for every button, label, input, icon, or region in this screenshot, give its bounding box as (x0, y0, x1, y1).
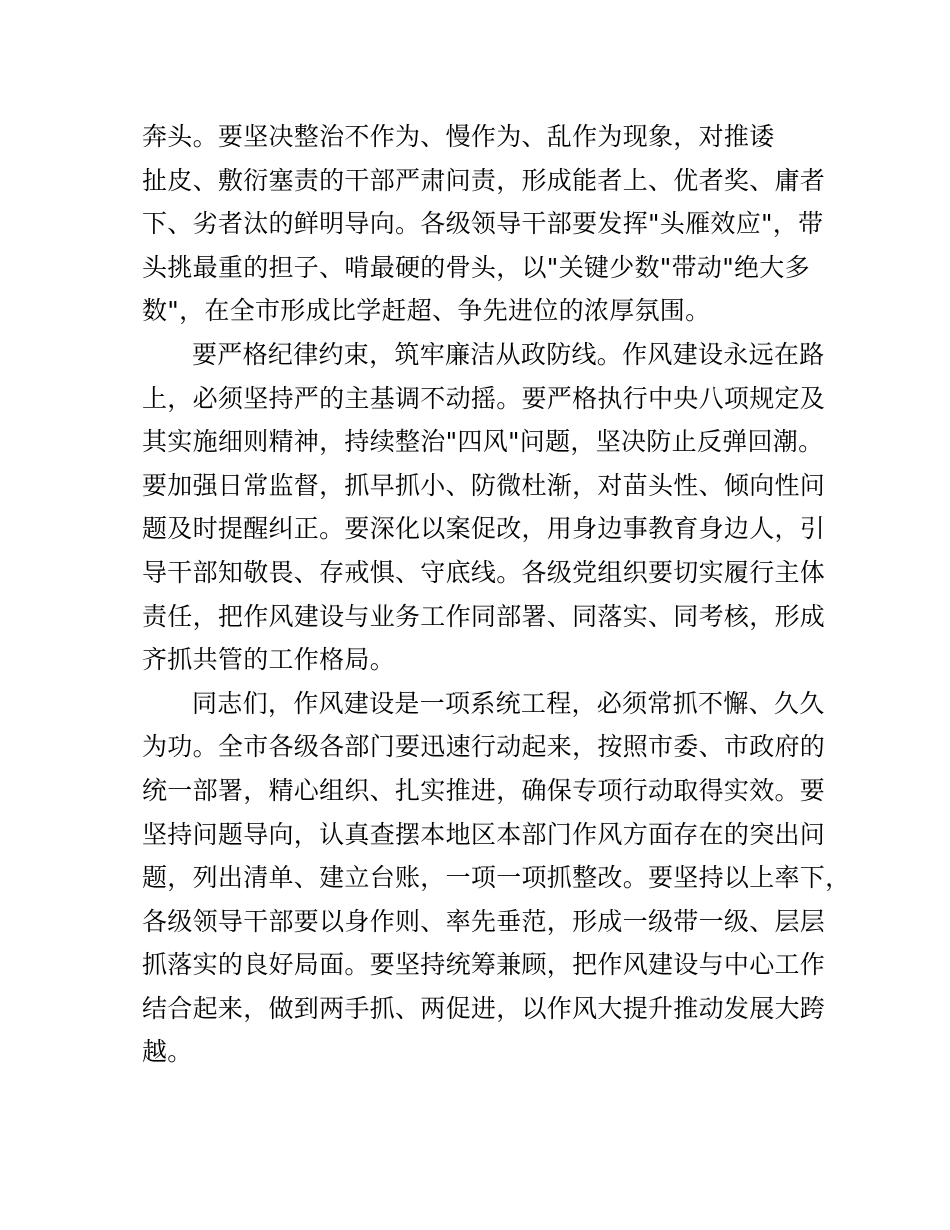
text-line: 下、劣者汰的鲜明导向。各级领导干部要发挥"头雁效应"，带 (142, 209, 824, 239)
text-line: 数"，在全市形成比学赶超、争先进位的浓厚氛围。 (142, 296, 711, 326)
text-line: 结合起来，做到两手抓、两促进，以作风大提升推动发展大跨 (142, 993, 826, 1023)
text-line: 导干部知敬畏、存戒惧、守底线。各级党组织要切实履行主体 (142, 557, 826, 587)
text-line: 责任，把作风建设与业务工作同部署、同落实、同考核，形成 (142, 601, 826, 631)
text-line: 题及时提醒纠正。要深化以案促改，用身边事教育身边人，引 (142, 514, 826, 544)
text-line: 为功。全市各级各部门要迅速行动起来，按照市委、市政府的 (142, 732, 826, 762)
text-line: 坚持问题导向，认真查摆本地区本部门作风方面存在的突出问 (142, 819, 826, 849)
text-line: 其实施细则精神，持续整治"四风"问题，坚决防止反弹回潮。 (142, 427, 824, 457)
text-line: 上，必须坚持严的主基调不动摇。要严格执行中央八项规定及 (142, 383, 826, 413)
text-line: 越。 (142, 1037, 193, 1067)
text-line: 要加强日常监督，抓早抓小、防微杜渐，对苗头性、倾向性问 (142, 470, 826, 500)
paragraph (142, 682, 851, 1074)
paragraph (142, 333, 832, 682)
text-line: 齐抓共管的工作格局。 (142, 645, 396, 675)
text-line: 题，列出清单、建立台账，一项一项抓整改。要坚持以上率下， (142, 863, 851, 893)
text-line: 奔头。要坚决整治不作为、慢作为、乱作为现象，对推诿 (142, 122, 775, 151)
document-body (142, 115, 851, 1074)
text-line: 头挑最重的担子、啃最硬的骨头，以"关键少数"带动"绝大多 (142, 252, 810, 282)
text-line: 要严格纪律约束，筑牢廉洁从政防线。作风建设永远在路 (192, 339, 825, 369)
text-line: 同志们，作风建设是一项系统工程，必须常抓不懈、久久 (192, 688, 825, 718)
text-line: 各级领导干部要以身作则、率先垂范，形成一级带一级、层层 (142, 906, 826, 936)
text-line: 统一部署，精心组织、扎实推进，确保专项行动取得实效。要 (142, 775, 826, 805)
paragraph (142, 115, 832, 333)
text-line: 扯皮、敷衍塞责的干部严肃问责，形成能者上、优者奖、庸者 (142, 165, 826, 195)
text-line: 抓落实的良好局面。要坚持统筹兼顾，把作风建设与中心工作 (142, 950, 826, 980)
